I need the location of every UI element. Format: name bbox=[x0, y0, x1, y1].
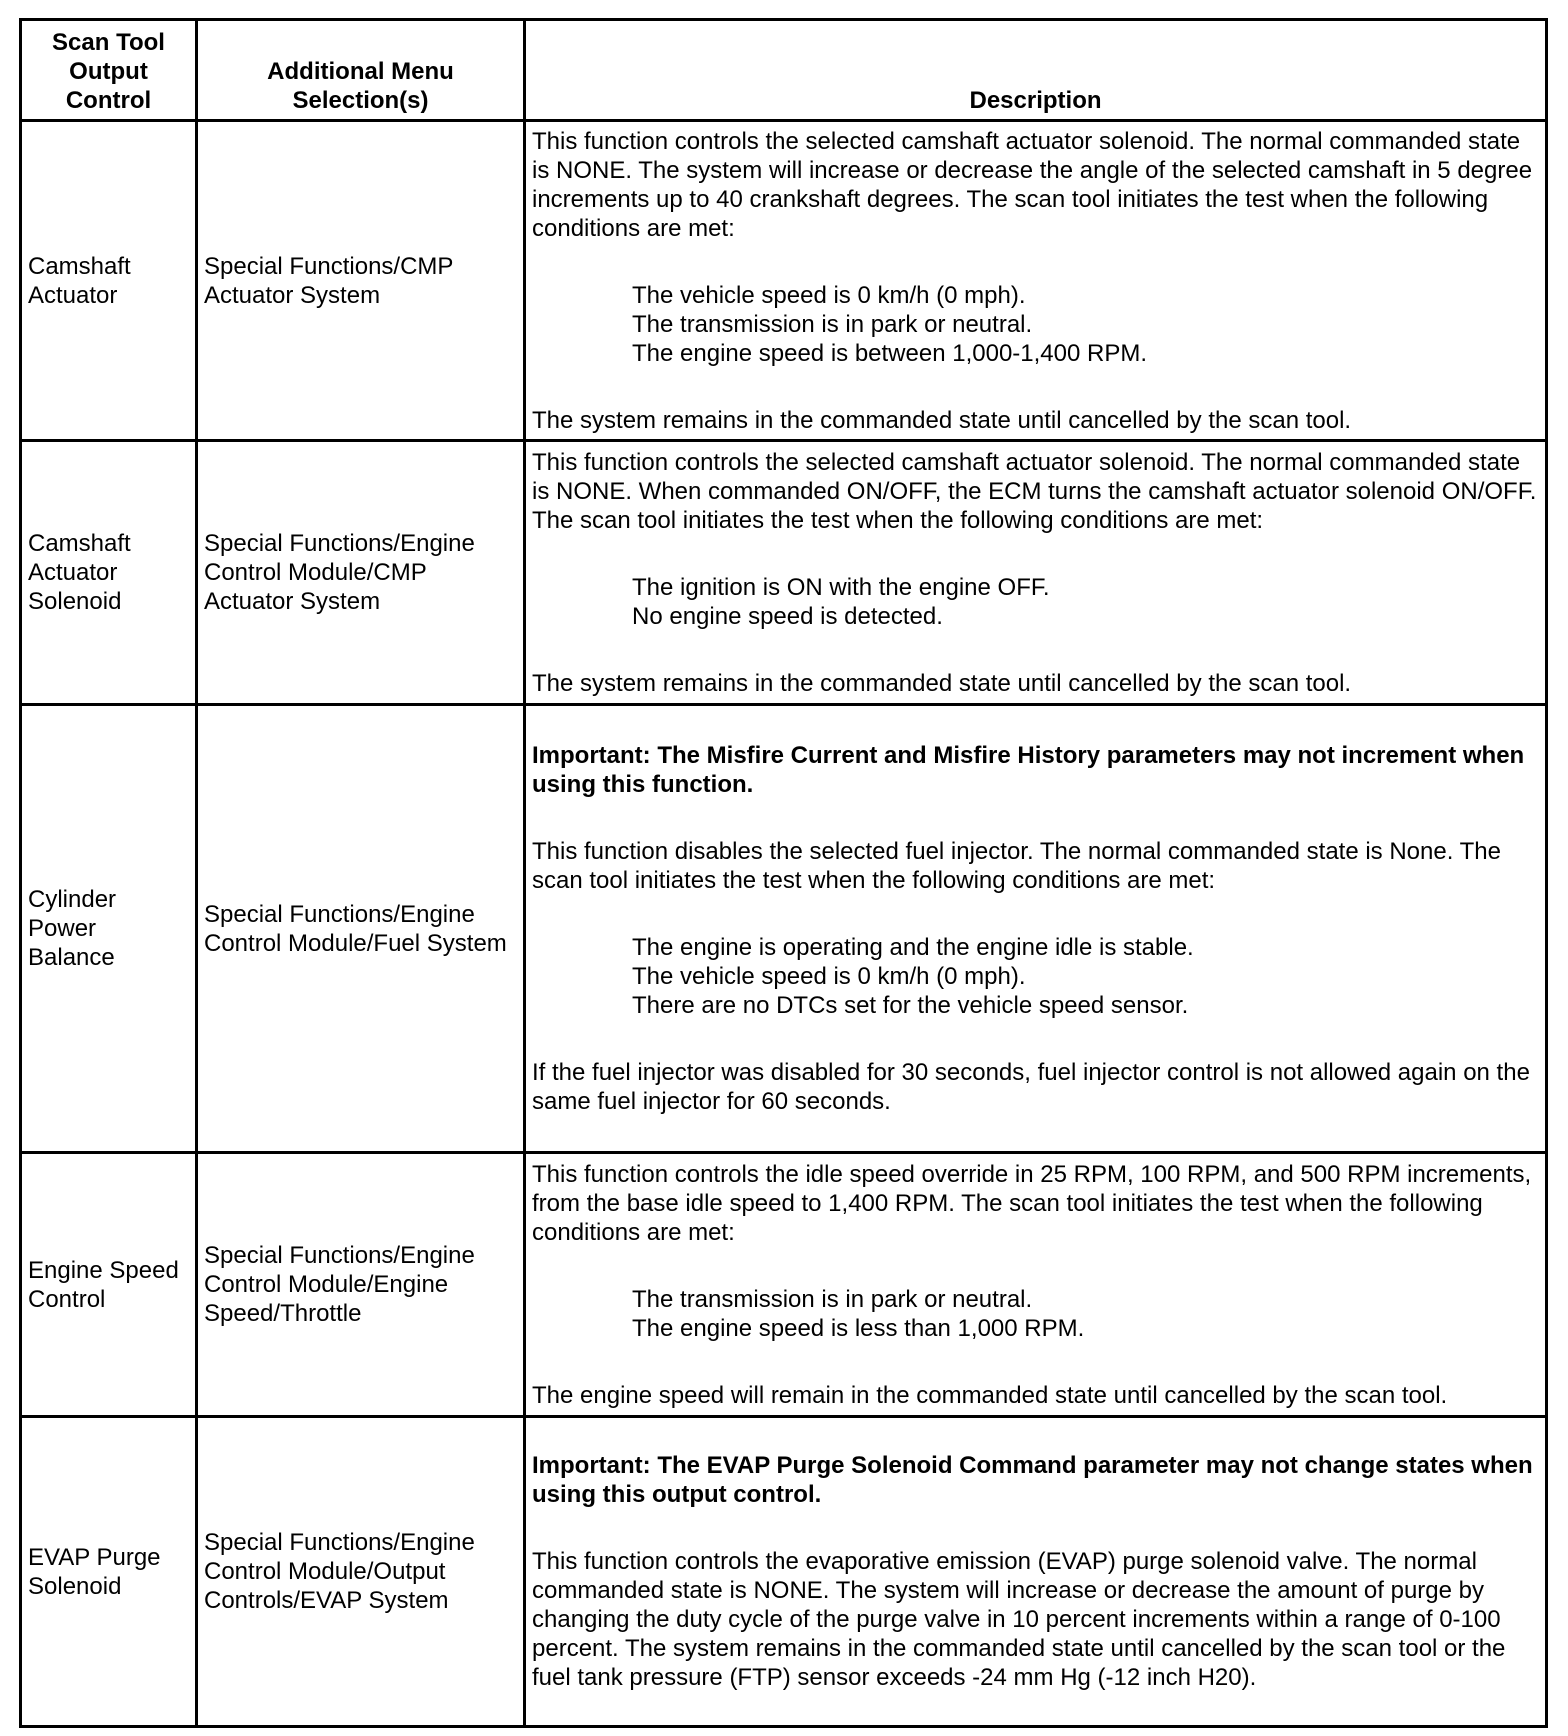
menu-selection: Special Functions/Engine Control Module/CMP Actuator System bbox=[197, 441, 525, 705]
menu-selection: Special Functions/Engine Control Module/Output Controls/EVAP System bbox=[197, 1417, 525, 1727]
condition-item: The engine speed is between 1,000-1,400 RPM. bbox=[632, 339, 1148, 367]
condition-item: There are no DTCs set for the vehicle speed sensor. bbox=[632, 992, 1189, 1019]
important-note: Important: The Misfire Current and Misfire History parameters may not increment when using this function. bbox=[532, 742, 1525, 798]
condition-item: The transmission is in park or neutral. bbox=[632, 1285, 1033, 1313]
table-row bbox=[21, 1153, 1547, 1417]
menu-selection: Special Functions/CMP Actuator System bbox=[197, 121, 525, 441]
description bbox=[525, 441, 1547, 705]
condition-item: The ignition is ON with the engine OFF. bbox=[632, 573, 1050, 601]
control-name: EVAP Purge Solenoid bbox=[21, 1417, 197, 1727]
header-row bbox=[21, 20, 1547, 121]
condition-item: The transmission is in park or neutral. bbox=[632, 310, 1033, 338]
description bbox=[525, 121, 1547, 441]
description bbox=[525, 705, 1547, 1153]
description-intro: This function controls the idle speed override in 25 RPM, 100 RPM, and 500 RPM increments, from the base idle speed to 1,400 RPM. The scan tool initiates the test when the following conditions are met: bbox=[532, 1160, 1532, 1246]
table-row bbox=[21, 441, 1547, 705]
table-row bbox=[21, 705, 1547, 1153]
description-intro: This function controls the selected camshaft actuator solenoid. The normal commanded state is NONE. The system will increase or decrease the angle of the selected camshaft in 5 degree increments up to 40 crankshaft degrees. The scan tool initiates the test when the following conditions are met: bbox=[532, 127, 1533, 242]
condition-item: The engine speed is less than 1,000 RPM. bbox=[632, 1314, 1085, 1342]
condition-item: The engine is operating and the engine idle is stable. bbox=[632, 934, 1194, 961]
header-additional-menu-selections: Additional Menu Selection(s) bbox=[197, 20, 525, 121]
description bbox=[525, 1153, 1547, 1417]
description-closing: If the fuel injector was disabled for 30 seconds, fuel injector control is not allowed again on the same fuel injector for 60 seconds. bbox=[532, 1059, 1530, 1115]
control-name: Camshaft Actuator bbox=[21, 121, 197, 441]
condition-item: No engine speed is detected. bbox=[632, 602, 943, 630]
description-closing: The engine speed will remain in the commanded state until cancelled by the scan tool. bbox=[532, 1381, 1448, 1409]
important-note: Important: The EVAP Purge Solenoid Command parameter may not change states when using this output control. bbox=[532, 1452, 1533, 1508]
header-scan-tool-output-control: Scan Tool Output Control bbox=[21, 20, 197, 121]
table-row bbox=[21, 121, 1547, 441]
description-closing: The system remains in the commanded state until cancelled by the scan tool. bbox=[532, 406, 1352, 434]
description-closing: The system remains in the commanded state until cancelled by the scan tool. bbox=[532, 669, 1352, 697]
header-description: Description bbox=[525, 20, 1547, 121]
description-intro: This function controls the evaporative emission (EVAP) purge solenoid valve. The normal commanded state is NONE. The system will increase or decrease the amount of purge by changing the duty cycle of the purge valve in 10 percent increments within a range of 0-100 percent. The system remains in the commanded state until cancelled by the scan tool or the fuel tank pressure (FTP) sensor exceeds -24 mm Hg (-12 inch H20). bbox=[532, 1548, 1506, 1691]
control-name: Engine Speed Control bbox=[21, 1153, 197, 1417]
menu-selection: Special Functions/Engine Control Module/Engine Speed/Throttle bbox=[197, 1153, 525, 1417]
output-controls-table bbox=[19, 18, 1548, 1728]
description-intro: This function controls the selected camshaft actuator solenoid. The normal commanded state is NONE. When commanded ON/OFF, the ECM turns the camshaft actuator solenoid ON/OFF. The scan tool initiates the test when the following conditions are met: bbox=[532, 448, 1537, 534]
control-name: Camshaft Actuator Solenoid bbox=[21, 441, 197, 705]
condition-item: The vehicle speed is 0 km/h (0 mph). bbox=[632, 281, 1026, 309]
description bbox=[525, 1417, 1547, 1727]
condition-item: The vehicle speed is 0 km/h (0 mph). bbox=[632, 963, 1026, 990]
menu-selection: Special Functions/Engine Control Module/Fuel System bbox=[197, 705, 525, 1153]
control-name: Cylinder Power Balance bbox=[21, 705, 197, 1153]
description-intro: This function disables the selected fuel injector. The normal commanded state is None. The scan tool initiates the test when the following conditions are met: bbox=[532, 838, 1501, 894]
table-row bbox=[21, 1417, 1547, 1727]
